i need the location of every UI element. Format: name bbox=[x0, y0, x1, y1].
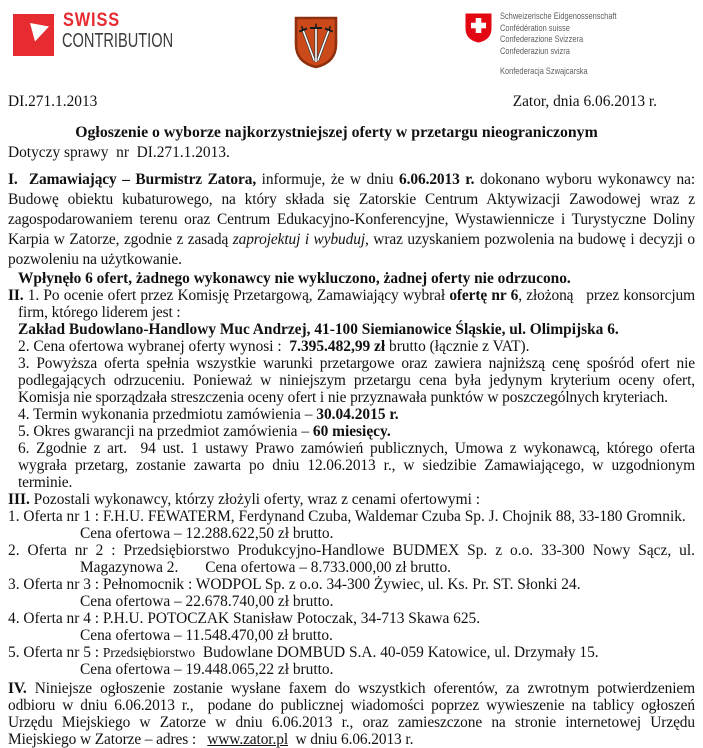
section-1-paragraph: I. Zamawiający – Burmistrz Zatora, informuje, że w dniu 6.06.2013 r. dokonano wyboru wykonawcy na: Budowę obiektu kubaturowego, na który składa się Zatorskie Centrum Aktywizacji Zawodowej wraz z zagospodarowaniem terenu oraz Centrum Edukacyjno-Konferencyjne, Wystawiennicze i Turystyczne Doliny Karpia w Zatorze, zgodnie z zasadą zaprojektuj i wybuduj, wraz uzyskaniem pozwolenia na budowę i decyzji o pozwoleniu na użytkowanie. bbox=[8, 171, 696, 268]
offer-2-price: Magazynowa 2. Cena ofertowa – 8.733.000,00 zł brutto. bbox=[80, 559, 451, 576]
offer-4-line: 4. Oferta nr 4 : P.H.U. POTOCZAK Stanisław Potoczak, 34-713 Skawa 625. bbox=[8, 610, 481, 627]
swiss-contribution-mark-icon bbox=[13, 14, 54, 56]
offer-5-price: Cena ofertowa – 19.448.065,22 zł brutto. bbox=[80, 661, 334, 678]
completion-deadline: 4. Termin wykonania przedmiotu zamówienia – 30.04.2015 r. bbox=[18, 406, 399, 423]
section-1-label: I. Zamawiający – Burmistrz Zatora, bbox=[8, 171, 257, 188]
offer-1-price: Cena ofertowa – 12.288.622,50 zł brutto. bbox=[80, 525, 334, 542]
offer-5-company-name: Przedsiębiorstwo bbox=[102, 645, 196, 660]
warranty-months: 60 miesięcy. bbox=[312, 423, 391, 440]
contribution-label: CONTRIBUTION bbox=[62, 30, 174, 52]
winning-bidder: Zakład Budowlano-Handlowy Muc Andrzej, 41-100 Siemianowice Śląskie, ul. Olimpijska 6. bbox=[18, 321, 619, 338]
document-body bbox=[8, 86, 695, 748]
place-and-date: Zator, dnia 6.06.2013 r. bbox=[512, 93, 657, 110]
offer-item bbox=[8, 610, 695, 644]
offer-item bbox=[8, 644, 695, 678]
offer-item bbox=[8, 508, 695, 542]
offer-3-line: 3. Oferta nr 3 : Pełnomocnik : WODPOL Sp. z o.o. 34-300 Żywiec, ul. Ks. Pr. ST. Słonki 24. bbox=[8, 576, 581, 593]
document-title: Ogłoszenie o wyborze najkorzystniejszej oferty w przetargu nieograniczonym bbox=[75, 124, 598, 141]
warranty-period: 5. Okres gwarancji na przedmiot zamówienia – 60 miesięcy. bbox=[18, 423, 391, 440]
section-2-paragraph: II. 1. Po ocenie ofert przez Komisję Przetargową, Zamawiający wybrał ofertę nr 6, złożoną przez konsorcjum firm, którego liderem jest : bbox=[8, 287, 695, 321]
evaluation-note: 3. Powyższa oferta spełnia wszystkie warunki przetargowe oraz zawiera najniższą cenę spośród ofert nie podlegających odrzuceniu. Ponieważ w niniejszym przetargu cena była jedynym kryterium oceny ofert, Komisja nie sporządzała streszczenia oceny ofert i nie przyznawała punktów w poszczególnych kryteriach. bbox=[18, 355, 695, 406]
offer-item bbox=[8, 576, 695, 610]
winning-offer-number: ofertę nr 6 bbox=[449, 287, 519, 304]
winning-price: 7.395.482,99 zł bbox=[289, 338, 386, 355]
offers-list bbox=[8, 508, 695, 678]
confederation-name-fr: Confédération suisse bbox=[500, 22, 570, 33]
contract-signing-note: 6. Zgodnie z art. 94 ust. 1 ustawy Prawo zamówień publicznych, Umowa z wykonawcą, którego oferta wygrała przetarg, zostanie zawarta po dniu 12.06.2013 r., w siedzibie Zamawiającego, w uzgodnionym terminie. bbox=[18, 440, 695, 491]
award-date: 6.06.2013 r. bbox=[399, 171, 475, 188]
section-4-label: IV. bbox=[8, 680, 27, 697]
offer-2-line: 2. Oferta nr 2 : Przedsiębiorstwo Produkcyjno-Handlowe BUDMEX Sp. z o.o. 33-300 Nowy Sącz, ul. bbox=[8, 542, 695, 559]
offers-summary: Wpłynęło 6 ofert, żadnego wykonawcy nie wykluczono, żadnej oferty nie odrzucono. bbox=[18, 270, 571, 287]
deadline-date: 30.04.2015 r. bbox=[316, 406, 399, 423]
reference-number: DI.271.1.2013 bbox=[8, 93, 98, 110]
confederation-name-de: Schweizerische Eidgenossenschaft bbox=[500, 11, 617, 21]
reference-row bbox=[8, 93, 695, 110]
section-4-paragraph: IV. Niniejsze ogłoszenie zostanie wysłane faxem do wszystkich oferentów, za zwrotnym potwierdzeniem odbioru w dniu 6.06.2013 r., podane do publicznej wiadomości poprzez wywieszenie na tablicy ogłoszeń Urzędu Miejskiego w Zatorze w dniu 6.06.2013 r., oraz zamieszczone na stronie internetowej Urzędu Miejskiego w Zatorze – adres : www.zator.pl w dniu 6.06.2013 r. bbox=[8, 680, 695, 748]
case-reference: Dotyczy sprawy nr DI.271.1.2013. bbox=[8, 144, 230, 161]
confederation-names bbox=[500, 11, 617, 78]
section-3-heading: III. Pozostali wykonawcy, którzy złożyli oferty, wraz z cenami ofertowymi : bbox=[8, 491, 480, 508]
price-line: 2. Cena ofertowa wybranej oferty wynosi : 7.395.482,99 zł brutto (łącznie z VAT). bbox=[18, 338, 530, 355]
confederation-name-pl: Konfederacja Szwajcarska bbox=[500, 65, 588, 76]
letterhead bbox=[0, 0, 703, 86]
confederation-name-rm: Confederaziun svizra bbox=[500, 46, 570, 57]
offer-3-price: Cena ofertowa – 22.678.740,00 zł brutto. bbox=[80, 593, 334, 610]
offer-item bbox=[8, 542, 695, 576]
offer-5-line: 5. Oferta nr 5 : Przedsiębiorstwo Budowlane DOMBUD S.A. 40-059 Katowice, ul. Drzymały 15. bbox=[8, 644, 599, 661]
offer-4-price: Cena ofertowa – 11.548.470,00 zł brutto. bbox=[80, 627, 333, 644]
section-3-label: III. bbox=[8, 491, 30, 508]
zator-coat-of-arms-icon bbox=[294, 16, 338, 69]
section-2-label: II. bbox=[8, 287, 24, 304]
confederation-name-it: Confederazione Svizzera bbox=[500, 34, 584, 45]
design-and-build-phrase: zaprojektuj i wybuduj, bbox=[232, 231, 369, 248]
swiss-cross-icon bbox=[465, 13, 492, 43]
swiss-label: SWISS bbox=[63, 10, 120, 31]
offer-1-line: 1. Oferta nr 1 : F.H.U. FEWATERM, Ferdynand Czuba, Waldemar Czuba Sp. J. Chojnik 88, 33-180 Gromnik. bbox=[8, 508, 686, 525]
zator-website-link[interactable]: www.zator.pl bbox=[207, 731, 289, 748]
